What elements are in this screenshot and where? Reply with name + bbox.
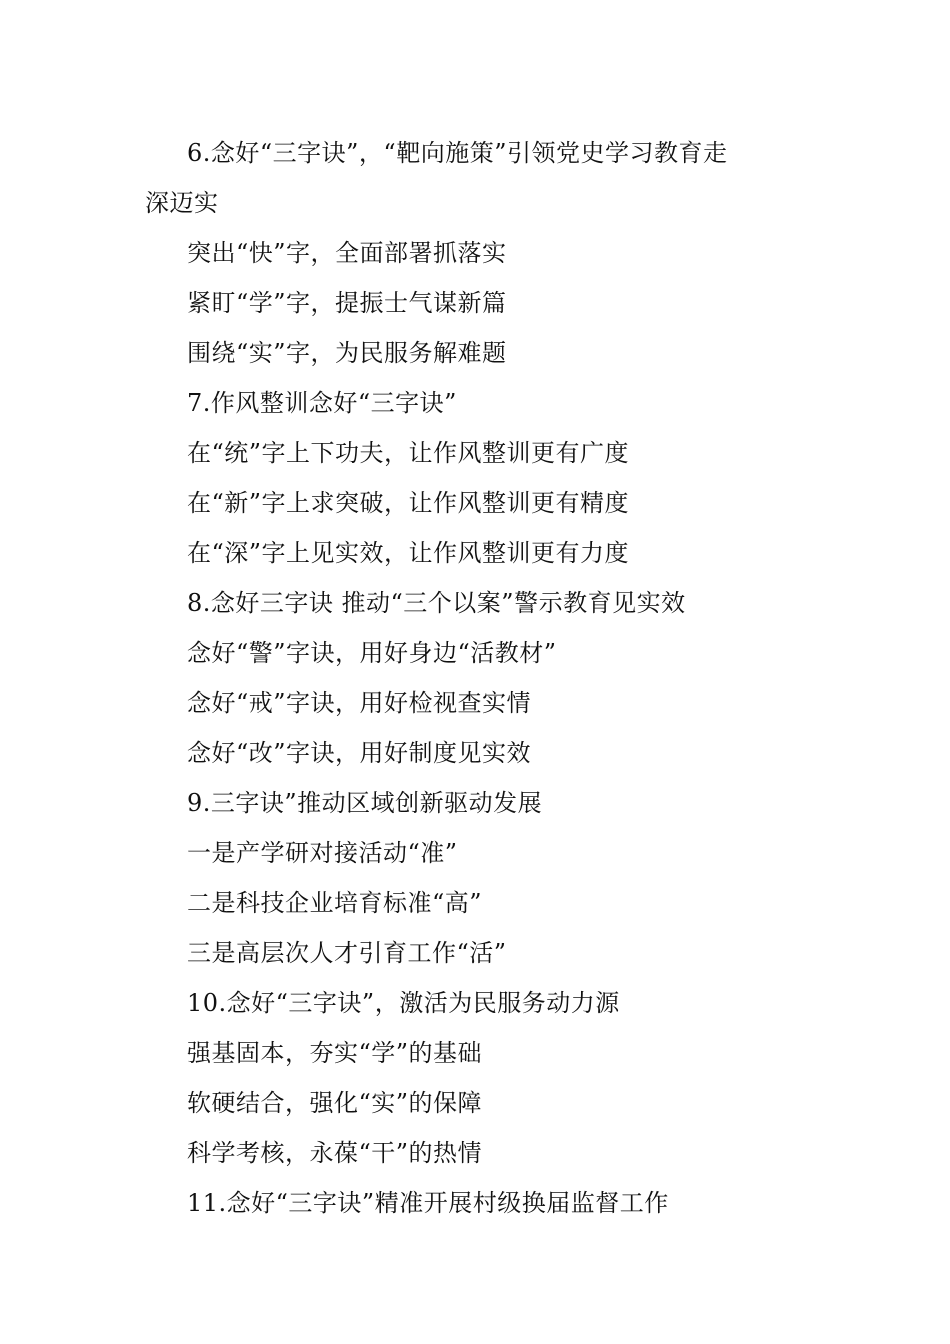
- paragraph-line: 念好“警”字诀，用好身边“活教材”: [187, 639, 557, 667]
- paragraph-line: 紧盯“学”字，提振士气谋新篇: [187, 289, 507, 317]
- paragraph-line: 突出“快”字，全面部署抓落实: [187, 239, 507, 267]
- paragraph-line: 三是高层次人才引育工作“活”: [187, 939, 507, 967]
- paragraph-line: 念好“改”字诀，用好制度见实效: [187, 739, 532, 767]
- section-heading-10: 10.念好“三字诀”，激活为民服务动力源: [187, 989, 620, 1017]
- paragraph-line: 在“深”字上见实效，让作风整训更有力度: [187, 539, 630, 567]
- document-body: [145, 128, 825, 1228]
- section-heading-6-continued: 深迈实: [145, 189, 219, 217]
- section-heading-11: 11.念好“三字诀”精准开展村级换届监督工作: [187, 1189, 669, 1217]
- paragraph-line: 在“统”字上下功夫，让作风整训更有广度: [187, 439, 630, 467]
- section-heading-6: 6.念好“三字诀”，“靶向施策”引领党史学习教育走: [187, 139, 728, 167]
- paragraph-line: 一是产学研对接活动“准”: [187, 839, 458, 867]
- paragraph-line: 围绕“实”字，为民服务解难题: [187, 339, 507, 367]
- paragraph-line: 念好“戒”字诀，用好检视查实情: [187, 689, 532, 717]
- section-heading-8: 8.念好三字诀 推动“三个以案”警示教育见实效: [187, 589, 686, 617]
- section-heading-9: 9.三字诀”推动区域创新驱动发展: [187, 789, 543, 817]
- paragraph-line: 二是科技企业培育标准“高”: [187, 889, 483, 917]
- paragraph-line: 强基固本，夯实“学”的基础: [187, 1039, 483, 1067]
- section-heading-7: 7.作风整训念好“三字诀”: [187, 389, 457, 417]
- paragraph-line: 科学考核，永葆“干”的热情: [187, 1139, 483, 1167]
- paragraph-line: 软硬结合，强化“实”的保障: [187, 1089, 483, 1117]
- paragraph-line: 在“新”字上求突破，让作风整训更有精度: [187, 489, 630, 517]
